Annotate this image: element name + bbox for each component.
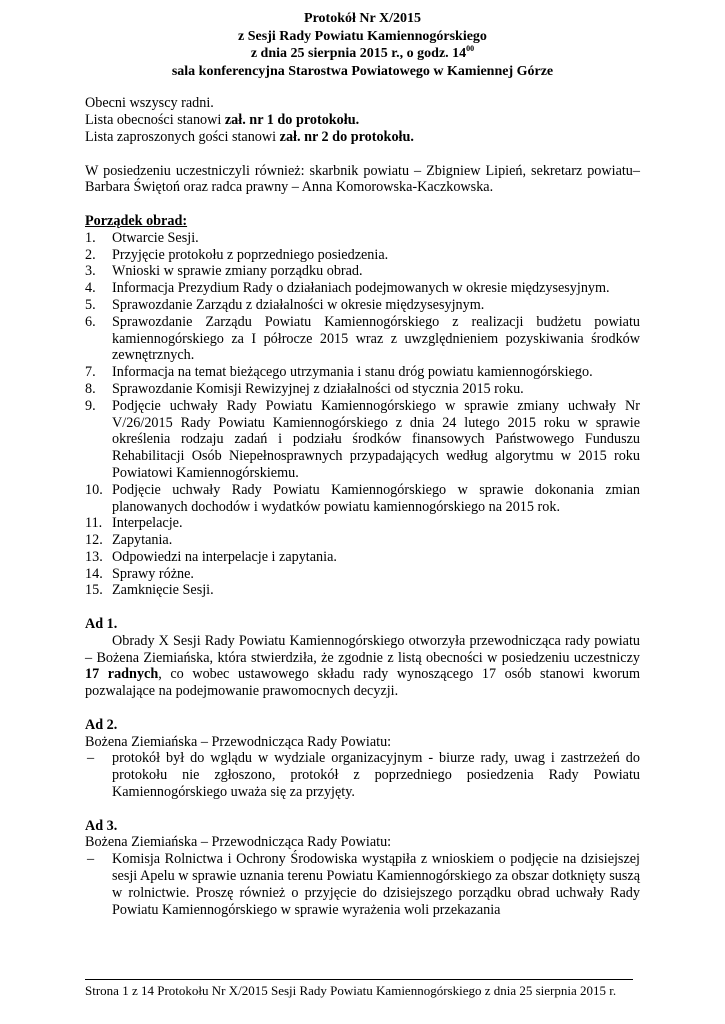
- agenda-item: [85, 314, 640, 364]
- agenda-item-number: 8.: [85, 380, 96, 397]
- agenda-item-number: 9.: [85, 397, 96, 414]
- agenda-item-number: 10.: [85, 481, 103, 498]
- title-line-3-text: z dnia 25 sierpnia 2015 r., o godz. 14: [250, 46, 467, 62]
- ad2-speaker: Bożena Ziemiańska – Przewodnicząca Rady Powiatu:: [85, 733, 392, 750]
- ad2-bullet-text: protokół był do wglądu w wydziale organizacyjnym - biurze rady, uwag i zastrzeżeń do protokołu nie zgłoszono, protokół z poprzedniego posiedzenia Rady Powiatu Kamiennogórskiego uważa się za przyjęty.: [112, 750, 640, 801]
- agenda-item-text: Sprawozdanie Zarządu z działalności w okresie międzysesyjnym.: [112, 296, 485, 313]
- ad3-bullet-text: Komisja Rolnictwa i Ochrony Środowiska wystąpiła z wnioskiem o podjęcie na dzisiejszej sesji Apelu w sprawie uznania terenu Powiatu Kamiennogórskiego za obszar dotknięty suszą w rolnictwie. Proszę również o przyjęcie do dzisiejszego porządku obrad uchwały Rady Powiatu Kamiennogórskiego w sprawie wyrażenia woli przekazania: [112, 851, 640, 918]
- agenda-list: [85, 230, 640, 600]
- guests-paragraph: W posiedzeniu uczestniczyli również: skarbnik powiatu – Zbigniew Lipień, sekretarz powiatu– Barbara Świętoń oraz radca prawny – Anna Komorowska-Kaczkowska.: [85, 162, 640, 196]
- ad1-text-post: , co wobec ustawowego składu rady wynoszącego 17 osób stanowi kworum pozwalające na podejmowanie prawomocnych decyzji.: [85, 666, 641, 700]
- agenda-item-text: Sprawozdanie Zarządu Powiatu Kamiennogórskiego z realizacji budżetu powiatu kamiennogórskiego za I półrocze 2015 wraz z uwzględnieniem pozyskiwania środków zewnętrznych.: [112, 313, 640, 364]
- ad1-text-pre: Obrady X Sesji Rady Powiatu Kamiennogórskiego otworzyła przewodnicząca rady powiatu – Bożena Ziemiańska, która stwierdziła, że zgodnie z listą obecności w posiedzeniu uczestniczy: [85, 632, 640, 666]
- attendance-line-1: Obecni wszyscy radni.: [85, 95, 214, 112]
- agenda-heading: Porządek obrad:: [85, 212, 188, 229]
- agenda-item-text: Otwarcie Sesji.: [112, 229, 199, 246]
- agenda-item-number: 7.: [85, 364, 96, 381]
- agenda-item-text: Zamknięcie Sesji.: [112, 582, 214, 599]
- ad3-bullet-item: [85, 851, 640, 918]
- attachment-2-ref: zał. nr 2 do protokołu.: [279, 128, 414, 145]
- agenda-item-number: 2.: [85, 246, 96, 263]
- agenda-item-number: 12.: [85, 532, 103, 549]
- agenda-item-number: 13.: [85, 548, 103, 565]
- agenda-item-number: 1.: [85, 229, 96, 246]
- title-line-4: sala konferencyjna Starostwa Powiatowego w Kamiennej Górze: [171, 63, 554, 79]
- agenda-item: [85, 482, 640, 516]
- agenda-item: [85, 297, 640, 314]
- agenda-item: [85, 364, 640, 381]
- agenda-item: [85, 230, 640, 247]
- section-ad3: [85, 818, 640, 919]
- agenda-item-text: Wnioski w sprawie zmiany porządku obrad.: [112, 263, 363, 280]
- agenda-item: [85, 247, 640, 264]
- agenda-item-text: Informacja na temat bieżącego utrzymania i stanu dróg powiatu kamiennogórskiego.: [112, 364, 593, 381]
- attendance-block: [85, 95, 640, 145]
- ad1-councillors-count: 17 radnych: [85, 666, 159, 683]
- dash-bullet-icon: –: [87, 851, 95, 868]
- ad3-speaker: Bożena Ziemiańska – Przewodnicząca Rady Powiatu:: [85, 834, 392, 851]
- agenda-item-text: Interpelacje.: [112, 515, 183, 532]
- agenda-item: [85, 582, 640, 599]
- attendance-line-2-text: Lista obecności stanowi: [85, 112, 225, 129]
- agenda-item-text: Sprawozdanie Komisji Rewizyjnej z działalności od stycznia 2015 roku.: [112, 380, 524, 397]
- attendance-line-3-text: Lista zaproszonych gości stanowi: [85, 128, 280, 145]
- ad2-bullet-item: [85, 750, 640, 800]
- title-line-3: [85, 45, 640, 63]
- ad1-paragraph: [85, 633, 640, 700]
- agenda-item: [85, 381, 640, 398]
- agenda-item-number: 15.: [85, 582, 103, 599]
- agenda-item: [85, 549, 640, 566]
- attendance-line-3: [85, 129, 640, 146]
- dash-bullet-icon: –: [87, 750, 95, 767]
- title-line-2: z Sesji Rady Powiatu Kamiennogórskiego: [238, 28, 487, 44]
- section-ad1: [85, 616, 640, 700]
- agenda-item-text: Odpowiedzi na interpelacje i zapytania.: [112, 548, 337, 565]
- agenda-item-text: Przyjęcie protokołu z poprzedniego posiedzenia.: [112, 246, 389, 263]
- ad2-bullets: [85, 750, 640, 800]
- agenda-item: [85, 515, 640, 532]
- agenda-item-number: 14.: [85, 565, 103, 582]
- ad2-heading: Ad 2.: [85, 716, 118, 733]
- agenda-item-number: 6.: [85, 313, 96, 330]
- agenda-item: [85, 263, 640, 280]
- agenda-item-text: Podjęcie uchwały Rady Powiatu Kamiennogórskiego w sprawie dokonania zmian planowanych dochodów i wydatków powiatu kamiennogórskiego na 2015 rok.: [112, 481, 640, 515]
- agenda-item-number: 5.: [85, 296, 96, 313]
- page-footer: Strona 1 z 14 Protokołu Nr X/2015 Sesji Rady Powiatu Kamiennogórskiego z dnia 25 sierpnia 2015 r.: [85, 983, 617, 998]
- agenda-item-text: Zapytania.: [112, 532, 173, 549]
- title-time-superscript: 00: [466, 43, 475, 53]
- footer-divider: [85, 979, 633, 980]
- agenda-item-number: 11.: [85, 515, 103, 532]
- document-page: [85, 10, 640, 918]
- agenda-item: [85, 532, 640, 549]
- document-title: [85, 10, 640, 80]
- ad3-bullets: [85, 851, 640, 918]
- agenda-item: [85, 280, 640, 297]
- ad1-heading: Ad 1.: [85, 616, 118, 633]
- title-line-1: Protokół Nr X/2015: [304, 11, 421, 26]
- agenda-item-number: 4.: [85, 280, 96, 297]
- agenda-item-number: 3.: [85, 263, 96, 280]
- agenda-item: [85, 566, 640, 583]
- agenda-item: [85, 398, 640, 482]
- ad3-heading: Ad 3.: [85, 817, 118, 834]
- section-ad2: [85, 717, 640, 801]
- attendance-line-2: [85, 112, 640, 129]
- agenda-item-text: Informacja Prezydium Rady o działaniach podejmowanych w okresie międzysesyjnym.: [112, 280, 610, 297]
- attachment-1-ref: zał. nr 1 do protokołu.: [224, 112, 360, 129]
- agenda-item-text: Sprawy różne.: [112, 565, 194, 582]
- agenda-item-text: Podjęcie uchwały Rady Powiatu Kamiennogórskiego w sprawie zmiany uchwały Nr V/26/2015 Rady Powiatu Kamiennogórskiego z dnia 24 lutego 2015 roku w sprawie określenia rodzaju zadań i podziału środków finansowych Państwowego Funduszu Rehabilitacji Osób Niepełnosprawnych przypadających według algorytmu w 2015 roku Powiatowi Kamiennogórskiemu.: [112, 397, 640, 481]
